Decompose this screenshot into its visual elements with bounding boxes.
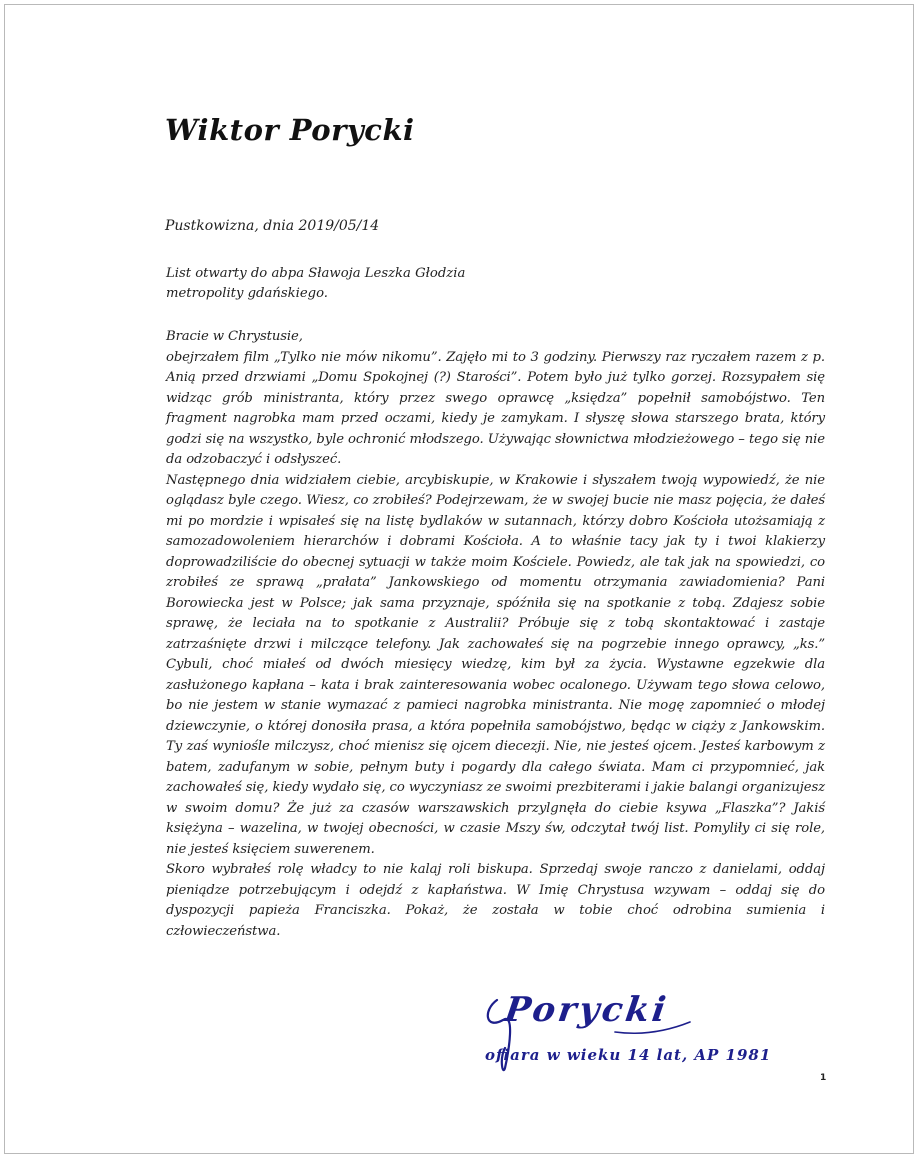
place-and-date: Pustkowizna, dnia 2019/05/14: [165, 218, 380, 234]
paragraph-3: Skoro wybrałeś rolę władcy to nie kalaj roli biskupa. Sprzedaj swoje ranczo z danielami, oddaj pieniądze potrzebującym i odejdź z kapłaństwa. W Imię Chrystusa wzywam – oddaj się do dyspozycji papieża Franciszka. Pokaż, że została w tobie choć odrobina sumienia i człowieczeństwa.: [166, 862, 825, 939]
address-line-2: metropolity gdańskiego.: [166, 286, 328, 301]
salutation: Bracie w Chrystusie,: [166, 329, 303, 344]
signature-name: Porycki: [502, 990, 671, 1030]
signature-note: ofiara w wieku 14 lat, AP 1981: [485, 1046, 772, 1064]
address-line-1: List otwarty do abpa Sławoja Leszka Głodzia: [166, 266, 466, 281]
paragraph-2: Następnego dnia widziałem ciebie, arcybiskupie, w Krakowie i słyszałem twoją wypowiedź, że nie oglądasz byle czego. Wiesz, co zrobiłeś? Podejrzewam, że w swojej bucie nie masz pojęcia, że dałeś mi po mordzie i wpisałeś się na listę bydlaków w sutannach, którzy dobro Kościoła utożsamiają z samozadowoleniem hierarchów i dobrami Kościoła. A to właśnie tacy jak ty i twoi klakierzy doprowadziliście do obecnej sytuacji w także moim Kościele. Powiedz, ale tak jak na spowiedzi, co zrobiłeś ze sprawą „prałata” Jankowskiego od momentu otrzymania zawiadomienia? Pani Borowiecka jest w Polsce; jak sama przyznaje, spóźniła się na spotkanie z tobą. Zdajesz sobie sprawę, że leciała na to spotkanie z Australii? Próbuje się z tobą skontaktować i zastaje zatrzaśnięte drzwi i milczące telefony. Jak zachowałeś się na pogrzebie innego oprawcy, „ks.” Cybuli, choć miałeś od dwóch miesięcy wiedzę, kim był za życia. Wystawne egzekwie dla zasłużonego kapłana – kata i brak zainteresowania wobec ocalonego. Używam tego słowa celowo, bo nie jestem w stanie wymazać z pamieci nagrobka ministranta. Nie mogę zapomnieć o młodej dziewczynie, o której donosiła prasa, a która popełniła samobójstwo, będąc w ciąży z Jankowskim. Ty zaś wyniośle milczysz, choć mienisz się ojcem diecezji. Nie, nie jesteś ojcem. Jesteś karbowym z batem, zadufanym w sobie, pełnym buty i pogardy dla całego świata. Mam ci przypomnieć, jak zachowałeś się, kiedy wydało się, co wyczyniasz ze swoimi prezbiterami i jakie balangi organizujesz w swoim domu? Że już za czasów warszawskich przylgnęła do ciebie ksywa „Flaszka”? Jakiś księżyna – wazelina, w twojej obecności, w czasie Mszy św, odczytał twój list. Pomyliły ci się role, nie jesteś księciem suwerenem.: [166, 472, 825, 857]
page-number: 1: [820, 1073, 827, 1083]
document-page: [4, 4, 914, 1154]
letter-body: [166, 327, 825, 942]
author-name-heading: Wiktor Porycki: [165, 113, 415, 147]
handwritten-signature: [475, 990, 815, 1085]
paragraph-1: obejrzałem film „Tylko nie mów nikomu”. Zajęło mi to 3 godziny. Pierwszy raz ryczałem razem z p. Anią przed drzwiami „Domu Spokojnej (?) Starości”. Potem było już tylko gorzej. Rozsypałem się widząc grób ministranta, który przez swego oprawcę „księdza” popełnił samobójstwo. Ten fragment nagrobka mam przed oczami, kiedy je zamykam. I słyszę słowa starszego brata, który godzi się na wszystko, byle ochronić młodszego. Używając słownictwa młodzieżowego – tego się nie da odzobaczyć i odsłyszeć.: [166, 349, 825, 467]
letter-address: [166, 264, 826, 304]
